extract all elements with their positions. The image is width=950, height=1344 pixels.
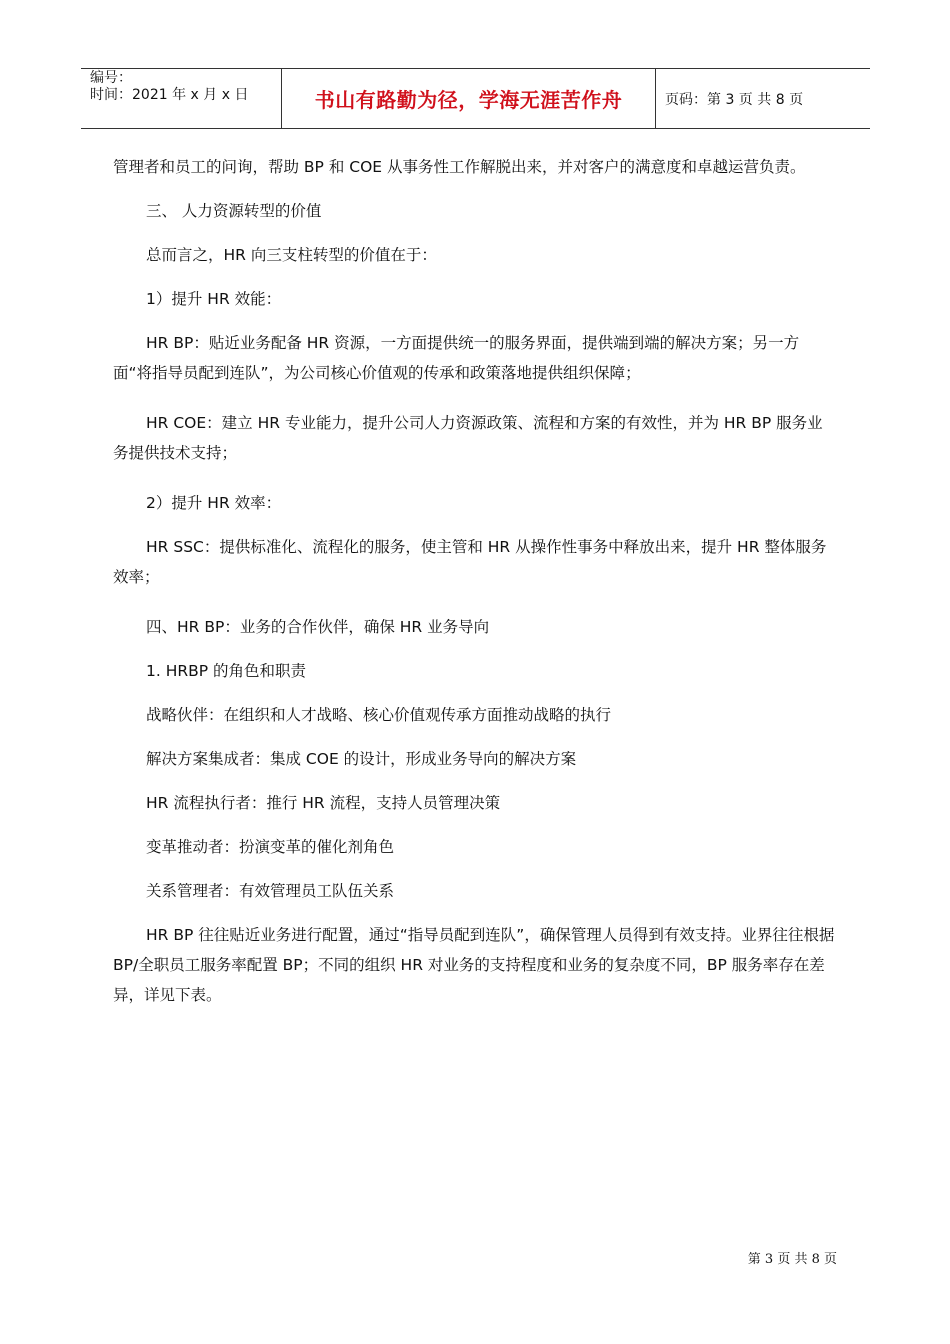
page-header bbox=[81, 68, 870, 129]
role-relationship-manager: 关系管理者：有效管理员工队伍关系 bbox=[146, 882, 395, 900]
list-item-efficiency: 2）提升 HR 效率： bbox=[146, 494, 282, 512]
subsection-heading-roles: 1. HRBP 的角色和职责 bbox=[146, 662, 307, 680]
list-item-efficacy: 1）提升 HR 效能： bbox=[146, 290, 282, 308]
document-body bbox=[113, 152, 838, 1024]
header-meta bbox=[81, 69, 282, 128]
header-page-info: 页码：第 3 页 共 8 页 bbox=[665, 91, 804, 108]
paragraph-hr-coe: HR COE：建立 HR 专业能力，提升公司人力资源政策、流程和方案的有效性，并为 HR BP 服务业务提供技术支持； bbox=[113, 414, 823, 462]
document-time-label: 时间：2021 年 x 月 x 日 bbox=[90, 87, 249, 103]
paragraph-hr-ssc: HR SSC：提供标准化、流程化的服务，使主管和 HR 从操作性事务中释放出来，提升 HR 整体服务效率； bbox=[113, 538, 827, 586]
paragraph-summary: 总而言之，HR 向三支柱转型的价值在于： bbox=[146, 246, 437, 264]
header-motto: 书山有路勤为径，学海无涯苦作舟 bbox=[282, 69, 656, 128]
document-number-label: 编号： bbox=[90, 70, 132, 86]
page-footer: 第 3 页 共 8 页 bbox=[747, 1252, 837, 1267]
paragraph-service-ratio: HR BP 往往贴近业务进行配置，通过“指导员配到连队”，确保管理人员得到有效支持。业界往往根据 BP/全职员工服务率配置 BP；不同的组织 HR 对业务的支持程度和业务的复杂度不同，BP 服务率存在差异，详见下表。 bbox=[113, 926, 835, 1004]
role-change-agent: 变革推动者：扮演变革的催化剂角色 bbox=[146, 838, 395, 856]
role-process-executor: HR 流程执行者：推行 HR 流程，支持人员管理决策 bbox=[146, 794, 501, 812]
role-solution-integrator: 解决方案集成者：集成 COE 的设计，形成业务导向的解决方案 bbox=[146, 750, 577, 768]
section-heading-hrbp: 四、HR BP：业务的合作伙伴，确保 HR 业务导向 bbox=[146, 618, 490, 636]
section-heading-value: 三、 人力资源转型的价值 bbox=[146, 202, 322, 220]
role-strategic-partner: 战略伙伴：在组织和人才战略、核心价值观传承方面推动战略的执行 bbox=[146, 706, 612, 724]
paragraph-hr-bp: HR BP：贴近业务配备 HR 资源，一方面提供统一的服务界面，提供端到端的解决方案；另一方面“将指导员配到连队”，为公司核心价值观的传承和政策落地提供组织保障； bbox=[113, 334, 800, 382]
paragraph-continuation: 管理者和员工的问询，帮助 BP 和 COE 从事务性工作解脱出来，并对客户的满意度和卓越运营负责。 bbox=[113, 158, 806, 176]
